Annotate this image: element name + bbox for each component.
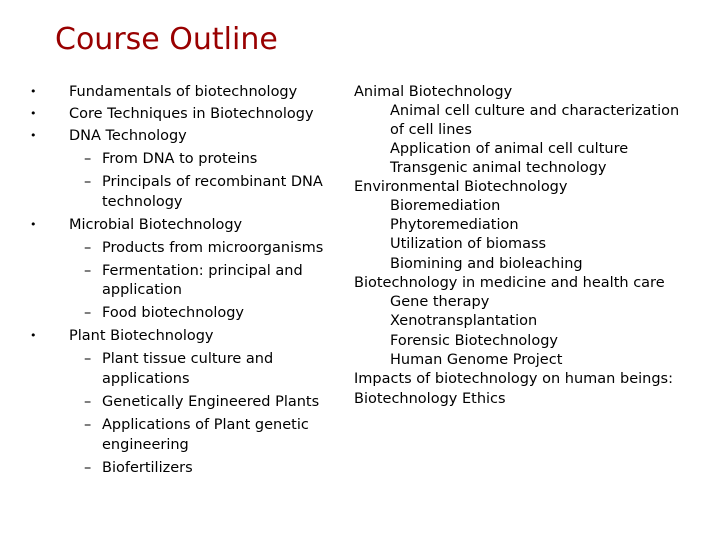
sub-item: application: [102, 282, 182, 299]
topic-sub-item: Bioremediation: [390, 198, 501, 214]
topic-sub-item: Application of animal cell culture: [390, 141, 629, 157]
sub-item: Food biotechnology: [102, 305, 244, 322]
topic-heading: Impacts of biotechnology on human beings:: [354, 371, 673, 387]
outline-bullet: •: [30, 329, 37, 343]
slide-title: Course Outline: [55, 22, 278, 57]
sub-item-dash: –: [84, 459, 92, 476]
outline-bullet: •: [30, 107, 37, 120]
sub-item-dash: –: [84, 351, 92, 368]
topic-sub-item: of cell lines: [390, 122, 472, 138]
topic-heading: Animal Biotechnology: [354, 84, 513, 100]
sub-item: Applications of Plant genetic: [102, 417, 309, 434]
sub-item: Plant tissue culture and: [102, 351, 274, 368]
topic-sub-item: Biomining and bioleaching: [390, 256, 583, 272]
topic-sub-item: Forensic Biotechnology: [390, 333, 558, 349]
sub-item-dash: –: [84, 417, 92, 434]
outline-item: Microbial Biotechnology: [69, 216, 243, 233]
sub-item: Biofertilizers: [102, 459, 193, 476]
sub-item-dash: –: [84, 239, 92, 256]
topic-sub-item: Animal cell culture and characterization: [390, 103, 680, 119]
sub-item: Fermentation: principal and: [102, 262, 303, 279]
topic-sub-item: Transgenic animal technology: [390, 160, 607, 176]
outline-item: Core Techniques in Biotechnology: [69, 106, 314, 122]
topic-sub-item: Utilization of biomass: [390, 236, 547, 252]
outline-item: DNA Technology: [69, 128, 187, 144]
sub-item-dash: –: [84, 305, 92, 322]
outline-bullet: •: [30, 85, 37, 98]
sub-item-dash: –: [84, 394, 92, 411]
sub-item: Genetically Engineered Plants: [102, 394, 320, 411]
sub-item-dash: –: [84, 174, 92, 190]
sub-item-dash: –: [84, 262, 92, 279]
outline-bullet: •: [30, 217, 37, 231]
outline-item: Fundamentals of biotechnology: [69, 84, 298, 100]
sub-item: engineering: [102, 436, 189, 453]
topic-heading: Environmental Biotechnology: [354, 179, 568, 195]
sub-item: technology: [102, 193, 183, 210]
sub-item-dash: –: [84, 151, 92, 167]
topic-heading: Biotechnology in medicine and health care: [354, 275, 665, 291]
topic-heading: Biotechnology Ethics: [354, 391, 506, 407]
sub-item: Principals of recombinant DNA: [102, 174, 323, 190]
topic-sub-item: Gene therapy: [390, 294, 490, 310]
sub-item: applications: [102, 371, 190, 388]
outline-item: Plant Biotechnology: [69, 328, 214, 345]
sub-item: From DNA to proteins: [102, 151, 258, 167]
sub-item: Products from microorganisms: [102, 239, 324, 256]
topic-sub-item: Phytoremediation: [390, 217, 519, 233]
topic-sub-item: Human Genome Project: [390, 352, 563, 368]
topic-sub-item: Xenotransplantation: [390, 313, 538, 329]
outline-bullet: •: [30, 129, 37, 142]
